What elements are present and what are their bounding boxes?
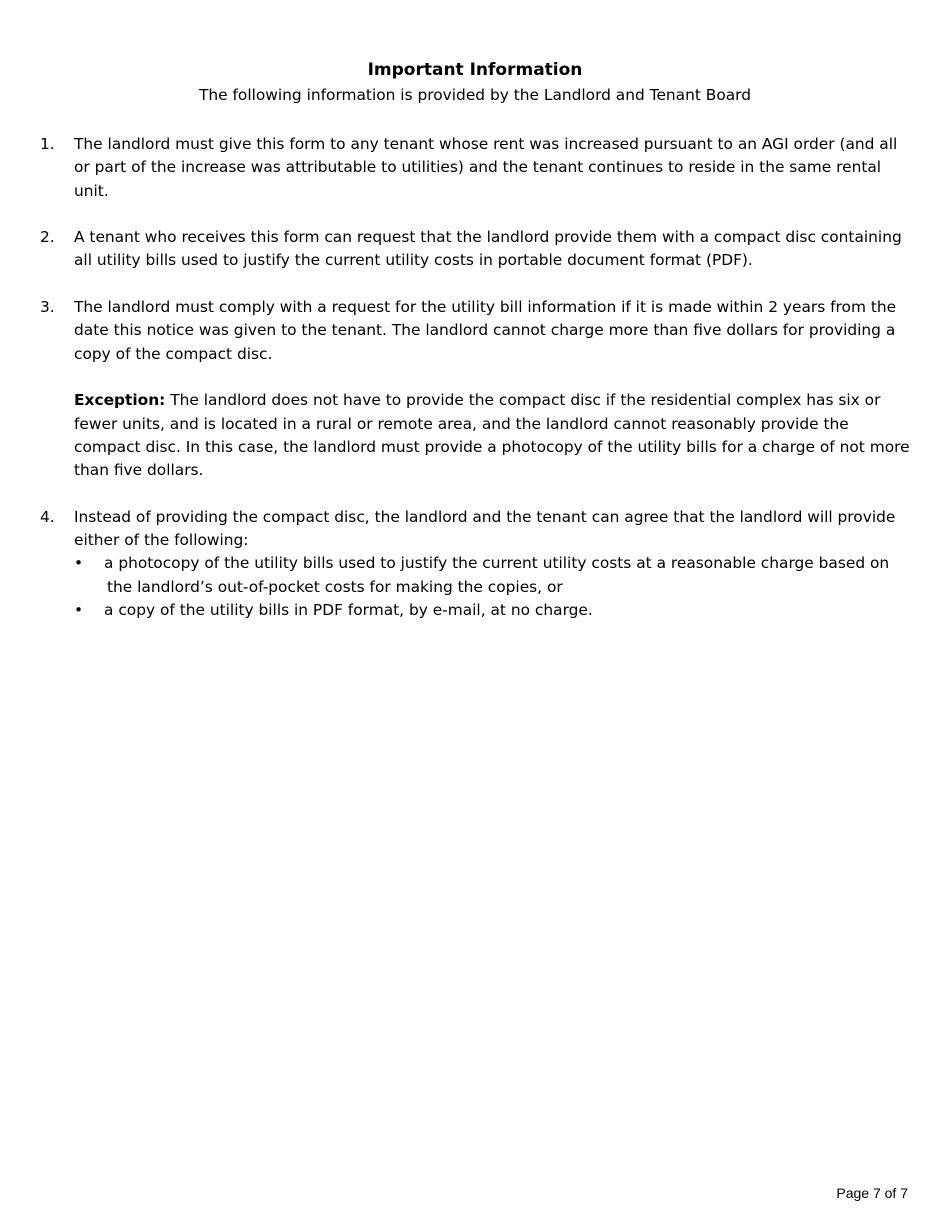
bullet-item-photocopy: [74, 552, 915, 599]
list-item-number: 4.: [40, 507, 55, 526]
page-subtitle: The following information is provided by the Landlord and Tenant Board: [198, 86, 752, 104]
page-title: Important Information: [367, 60, 583, 80]
bullet-list: [40, 552, 915, 622]
list-item-3: [40, 296, 915, 482]
bullet-text: a copy of the utility bills in PDF format, by e-mail, at no charge.: [104, 600, 593, 619]
list-item-1: [40, 133, 915, 203]
list-item-number: 2.: [40, 228, 55, 247]
page-number: Page 7 of 7: [836, 1185, 908, 1201]
bullet-text-continued: the landlord’s out-of-pocket costs for making the copies, or: [107, 577, 563, 596]
bullet-text: a photocopy of the utility bills used to justify the current utility costs at a reasonable charge based on: [104, 554, 890, 573]
list-item-number: 1.: [40, 135, 55, 153]
list-item-number: 3.: [40, 298, 55, 317]
list-item-text: Instead of providing the compact disc, the landlord and the tenant can agree that the landlord will provide either of the following:: [74, 507, 896, 550]
information-list: [40, 133, 915, 646]
list-item-text: The landlord must comply with a request for the utility bill information if it is made within 2 years from the date this notice was given to the tenant. The landlord cannot charge more than five dollars for providing a copy of the compact disc.: [74, 298, 897, 363]
bullet-icon: •: [74, 554, 84, 573]
list-item-text: The landlord must give this form to any tenant whose rent was increased pursuant to an AGI order (and all or part of the increase was attributable to utilities) and the tenant continues to reside in the same rental unit.: [74, 135, 898, 200]
list-item-text: A tenant who receives this form can request that the landlord provide them with a compact disc containing all utility bills used to justify the current utility costs in portable document format (PDF).: [74, 228, 902, 270]
bullet-icon: •: [74, 600, 84, 619]
bullet-item-pdf-email: [74, 599, 915, 622]
exception-paragraph: [74, 389, 915, 482]
exception-label: Exception:: [74, 391, 166, 410]
list-item-4: [40, 506, 915, 622]
exception-text: The landlord does not have to provide the compact disc if the residential complex has six or fewer units, and is located in a rural or remote area, and the landlord cannot reasonably provide the compact disc. In this case, the landlord must provide a photocopy of the utility bills for a charge of not more than five dollars.: [74, 391, 910, 480]
list-item-2: [40, 226, 915, 273]
